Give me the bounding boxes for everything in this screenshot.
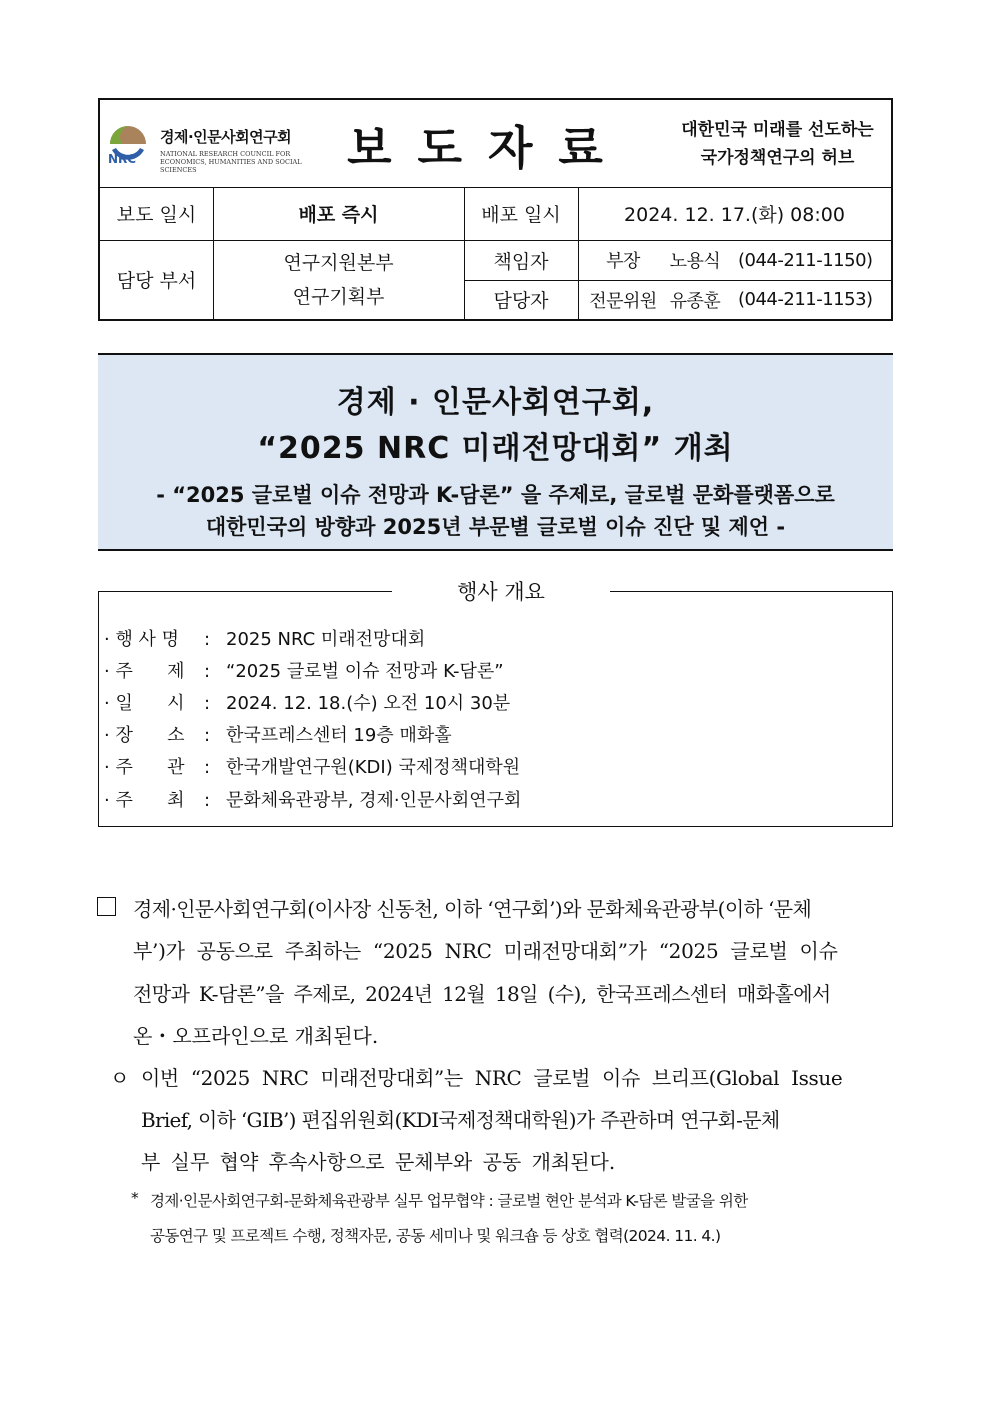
org-logo — [108, 120, 308, 174]
overview-row: · 주 최 : 문화체육관광부, 경제·인문사회연구회 — [104, 786, 521, 812]
slogan-line-2: 국가정책연구의 허브 — [700, 148, 855, 168]
contact-role-2: 담당자 — [493, 290, 549, 312]
distribute-value: 2024. 12. 17.(화) 08:00 — [624, 204, 845, 226]
release-label: 보도 일시 — [116, 204, 197, 226]
paragraph-2-line-2: Brief, 이하 ‘GIB’) 편집위원회(KDI국제정책대학원)가 주관하며 연구회-문체 — [141, 1108, 780, 1132]
paragraph-1-line-2: 부’)가 공동으로 주최하는 “2025 NRC 미래전망대회”가 “2025 글로벌 이슈 — [133, 939, 838, 963]
contact-phone-2: (044-211-1153) — [738, 289, 873, 310]
note-line-2: 공동연구 및 프로젝트 수행, 정책자문, 공동 세미나 및 워크숍 등 상호 협력(2024. 11. 4.) — [150, 1227, 721, 1245]
overview-label: · 주 최 — [104, 790, 185, 811]
slogan-line-1: 대한민국 미래를 선도하는 — [681, 120, 874, 140]
contact-role-1: 책임자 — [493, 250, 549, 273]
overview-label: · 주 제 — [104, 661, 185, 682]
contact-name-1: 노용식 — [669, 251, 721, 272]
table-divider — [100, 240, 891, 241]
bullet-circle-icon: ㅇ — [110, 1066, 130, 1090]
dept-label: 담당 부서 — [116, 270, 197, 292]
paragraph-1-line-3: 전망과 K-담론”을 주제로, 2024년 12월 18일 (수), 한국프레스센터 매화홀에서 — [133, 982, 831, 1006]
overview-label: · 일 시 — [104, 693, 185, 714]
overview-title: 행사 개요 — [392, 576, 610, 606]
dept-line-2: 연구기획부 — [292, 285, 385, 308]
overview-value: “2025 글로벌 이슈 전망과 K-담론” — [226, 661, 504, 682]
note-line-1: 경제·인문사회연구회-문화체육관광부 실무 업무협약 : 글로벌 현안 분석과 K-담론 발굴을 위한 — [150, 1192, 748, 1210]
contact-name-2: 유종훈 — [669, 290, 721, 312]
contact-phone-1: (044-211-1150) — [738, 249, 873, 271]
overview-label: · 장 소 — [104, 725, 185, 746]
headline-line-1: 경제 · 인문사회연구회, — [336, 385, 655, 420]
release-value: 배포 즉시 — [298, 204, 379, 226]
header-banner — [100, 100, 891, 188]
note-asterisk: * — [131, 1189, 139, 1207]
paragraph-1-line-1: 경제·인문사회연구회(이사장 신동천, 이하 ‘연구회’)와 문화체육관광부(이하 ‘문체 — [133, 897, 812, 921]
table-divider — [464, 280, 891, 281]
distribute-label: 배포 일시 — [481, 204, 561, 226]
section-checkbox-icon — [97, 897, 116, 916]
contact-position-2: 전문위원 — [589, 290, 657, 312]
table-divider — [213, 187, 214, 319]
org-english-name: NATIONAL RESEARCH COUNCIL FOR ECONOMICS, HUMANITIES AND SOCIAL SCIENCES — [160, 150, 302, 174]
org-name: 경제·인문사회연구회 — [160, 128, 292, 146]
paragraph-1-line-4: 온・오프라인으로 개최된다. — [133, 1024, 379, 1048]
overview-value: 2024. 12. 18.(수) 오전 10시 30분 — [226, 693, 511, 714]
overview-label: · 행 사 명 — [104, 629, 180, 650]
table-divider — [578, 187, 579, 319]
overview-label: · 주 관 — [104, 757, 185, 778]
dept-value — [213, 240, 464, 319]
contact-row-1 — [578, 240, 891, 280]
dept-line-1: 연구지원본부 — [283, 251, 394, 274]
press-release-title: 보도자료 — [347, 121, 629, 175]
overview-row: · 행 사 명 : 2025 NRC 미래전망대회 — [104, 625, 425, 651]
overview-value: 2025 NRC 미래전망대회 — [226, 629, 426, 650]
nrc-logo-text: NRC — [108, 152, 137, 166]
subheadline-line-2: 대한민국의 방향과 2025년 부문별 글로벌 이슈 진단 및 제언 - — [205, 515, 786, 539]
subheadline-line-1: - “2025 글로벌 이슈 전망과 K-담론” 을 주제로, 글로벌 문화플랫폼으로 — [156, 483, 835, 507]
press-header-table — [98, 98, 893, 321]
overview-row: · 일 시 : 2024. 12. 18.(수) 오전 10시 30분 — [104, 689, 510, 715]
headline-box — [98, 353, 893, 551]
overview-row: · 장 소 : 한국프레스센터 19층 매화홀 — [104, 721, 452, 747]
headline-line-2: “2025 NRC 미래전망대회” 개최 — [257, 431, 734, 466]
contact-position-1: 부장 — [606, 251, 640, 272]
table-divider — [464, 187, 465, 319]
overview-value: 한국프레스센터 19층 매화홀 — [226, 725, 452, 746]
paragraph-2-line-3: 부 실무 협약 후속사항으로 문체부와 공동 개최된다. — [141, 1150, 616, 1174]
overview-value: 문화체육관광부, 경제·인문사회연구회 — [226, 790, 522, 811]
overview-row: · 주 관 : 한국개발연구원(KDI) 국제정책대학원 — [104, 753, 520, 779]
slogan — [665, 116, 890, 172]
overview-row: · 주 제 : “2025 글로벌 이슈 전망과 K-담론” — [104, 657, 504, 683]
overview-value: 한국개발연구원(KDI) 국제정책대학원 — [226, 757, 521, 778]
paragraph-2-line-1: 이번 “2025 NRC 미래전망대회”는 NRC 글로벌 이슈 브리프(Global Issue — [141, 1066, 843, 1090]
contact-row-2 — [578, 280, 891, 319]
